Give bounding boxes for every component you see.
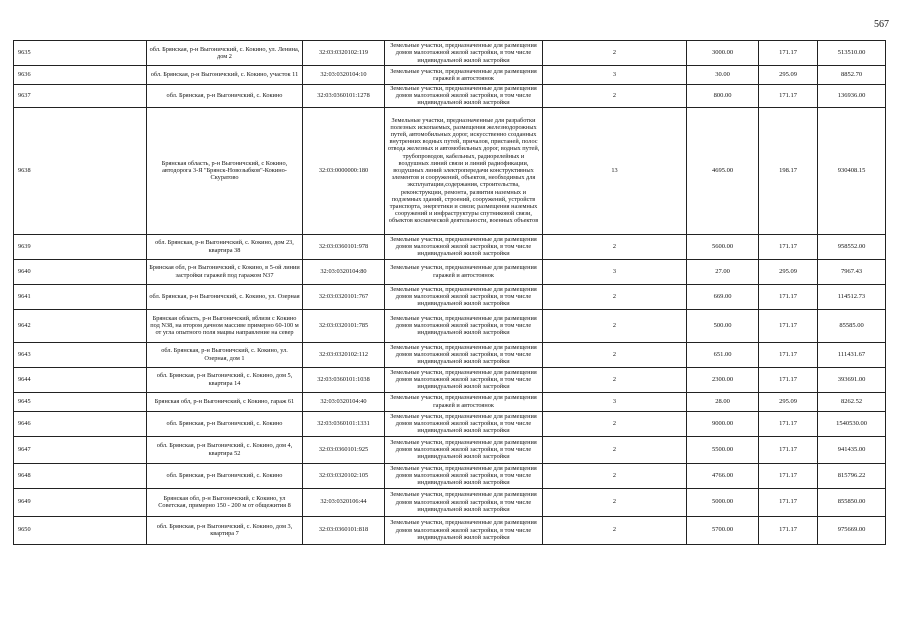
- area-cell: 27.00: [687, 259, 759, 284]
- address-cell: обл. Брянская, р-н Выгоничский, с. Кокино, дом 3, квартира 7: [147, 516, 303, 544]
- table-row: [14, 85, 886, 108]
- cadastral-value-cell: 111431.67: [818, 342, 886, 367]
- cadastral-number-cell: 32:03:0360101:1038: [303, 367, 385, 392]
- area-cell: 800.00: [687, 85, 759, 108]
- cadastral-number-cell: 32:03:0320102:112: [303, 342, 385, 367]
- land-use-cell: Земельные участки, предназначенные для размещения гаражей и автостоянок: [385, 392, 543, 411]
- specific-value-cell: 171.17: [759, 367, 818, 392]
- row-number: 9638: [14, 107, 147, 234]
- row-number: 9649: [14, 488, 147, 516]
- land-use-cell: Земельные участки, предназначенные для размещения домов малоэтажной жилой застройки, в том числе индивидуальной жилой застройки: [385, 411, 543, 436]
- group-number-cell: 3: [543, 66, 687, 85]
- land-use-cell: Земельные участки, предназначенные для размещения домов малоэтажной жилой застройки, в том числе индивидуальной жилой застройки: [385, 488, 543, 516]
- cadastral-value-cell: 815796.22: [818, 463, 886, 488]
- table-row: [14, 234, 886, 259]
- address-cell: обл. Брянская, р-н Выгоничский, с. Кокино: [147, 85, 303, 108]
- group-number-cell: 2: [543, 411, 687, 436]
- land-use-cell: Земельные участки, предназначенные для размещения домов малоэтажной жилой застройки, в том числе индивидуальной жилой застройки: [385, 367, 543, 392]
- row-number: 9641: [14, 284, 147, 309]
- area-cell: 5000.00: [687, 488, 759, 516]
- address-cell: Брянская область, р-н Выгоничский, с Кокино, автодорога 3-Я "Брянск-Новозыбков"-Кокино-Скуратово: [147, 107, 303, 234]
- cadastral-number-cell: 32:03:0320102:105: [303, 463, 385, 488]
- specific-value-cell: 171.17: [759, 41, 818, 66]
- row-number: 9640: [14, 259, 147, 284]
- area-cell: 30.00: [687, 66, 759, 85]
- specific-value-cell: 171.17: [759, 342, 818, 367]
- cadastral-value-cell: 513510.00: [818, 41, 886, 66]
- row-number: 9643: [14, 342, 147, 367]
- group-number-cell: 2: [543, 463, 687, 488]
- area-cell: 5500.00: [687, 436, 759, 463]
- land-use-cell: Земельные участки, предназначенные для размещения домов малоэтажной жилой застройки, в том числе индивидуальной жилой застройки: [385, 284, 543, 309]
- cadastral-value-cell: 114512.73: [818, 284, 886, 309]
- address-cell: обл. Брянская, р-н Выгоничский, с. Кокино: [147, 463, 303, 488]
- address-cell: Брянская обл, р-н Выгоничский, с Кокино, в 5-ой линии застройки гаражей под гаражом N37: [147, 259, 303, 284]
- group-number-cell: 2: [543, 284, 687, 309]
- row-number: 9636: [14, 66, 147, 85]
- specific-value-cell: 171.17: [759, 85, 818, 108]
- area-cell: 4766.00: [687, 463, 759, 488]
- specific-value-cell: 295.09: [759, 392, 818, 411]
- land-use-cell: Земельные участки, предназначенные для размещения домов малоэтажной жилой застройки, в том числе индивидуальной жилой застройки: [385, 463, 543, 488]
- table-row: [14, 436, 886, 463]
- group-number-cell: 2: [543, 342, 687, 367]
- area-cell: 28.00: [687, 392, 759, 411]
- address-cell: обл. Брянская, р-н Выгоничский, с. Кокино, участок 11: [147, 66, 303, 85]
- area-cell: 2300.00: [687, 367, 759, 392]
- cadastral-value-cell: 975669.00: [818, 516, 886, 544]
- row-number: 9635: [14, 41, 147, 66]
- specific-value-cell: 171.17: [759, 463, 818, 488]
- table-row: [14, 259, 886, 284]
- specific-value-cell: 198.17: [759, 107, 818, 234]
- cadastral-number-cell: 32:03:0360101:978: [303, 234, 385, 259]
- group-number-cell: 3: [543, 392, 687, 411]
- address-cell: обл. Брянская, р-н Выгоничский, с. Кокино, ул. Озерная, дом 1: [147, 342, 303, 367]
- specific-value-cell: 171.17: [759, 284, 818, 309]
- table-row: [14, 411, 886, 436]
- specific-value-cell: 171.17: [759, 234, 818, 259]
- cadastral-value-cell: 941435.00: [818, 436, 886, 463]
- land-use-cell: Земельные участки, предназначенные для размещения гаражей и автостоянок: [385, 259, 543, 284]
- row-number: 9645: [14, 392, 147, 411]
- table-row: [14, 516, 886, 544]
- row-number: 9639: [14, 234, 147, 259]
- area-cell: 651.00: [687, 342, 759, 367]
- row-number: 9647: [14, 436, 147, 463]
- area-cell: 500.00: [687, 309, 759, 342]
- table-row: [14, 488, 886, 516]
- land-use-cell: Земельные участки, предназначенные для размещения домов малоэтажной жилой застройки, в том числе индивидуальной жилой застройки: [385, 516, 543, 544]
- cadastral-number-cell: 32:03:0320104:80: [303, 259, 385, 284]
- group-number-cell: 3: [543, 259, 687, 284]
- cadastral-number-cell: 32:03:0320101:767: [303, 284, 385, 309]
- specific-value-cell: 295.09: [759, 66, 818, 85]
- address-cell: обл. Брянская, р-н Выгоничский, с. Кокино: [147, 411, 303, 436]
- area-cell: 4695.00: [687, 107, 759, 234]
- land-use-cell: Земельные участки, предназначенные для размещения гаражей и автостоянок: [385, 66, 543, 85]
- group-number-cell: 2: [543, 234, 687, 259]
- cadastral-number-cell: 32:03:0360101:925: [303, 436, 385, 463]
- cadastral-number-cell: 32:03:0000000:180: [303, 107, 385, 234]
- area-cell: 3000.00: [687, 41, 759, 66]
- specific-value-cell: 171.17: [759, 516, 818, 544]
- land-use-cell: Земельные участки, предназначенные для размещения домов малоэтажной жилой застройки, в том числе индивидуальной жилой застройки: [385, 342, 543, 367]
- address-cell: обл. Брянская, р-н Выгоничский, с. Кокино, ул. Озерная: [147, 284, 303, 309]
- table-row: [14, 284, 886, 309]
- table-row: [14, 66, 886, 85]
- land-use-cell: Земельные участки, предназначенные для разработки полезных ископаемых, размещения железнодорожных путей, автомобильных дорог, искусственно созданных внутренних водных путей, причалов, пристаней, полос отвода железных и автомобильных дорог, водных путей, трубопроводов, кабельных, радиорелейных и воздушных линий связи и линий радиофикации, воздушных линий электропередачи конструктивных элементов и сооружений, объектов, необходимых для эксплуатации,содержания, строительства, реконструкции, ремонта, развития наземных и подземных зданий, строений, сооружений, устройств транспорта, энергетики и связи; размещения наземных сооружений и инфраструктуры спутниковой связи, объектов космической деятельности, военных объектов: [385, 107, 543, 234]
- cadastral-number-cell: 32:03:0360101:1331: [303, 411, 385, 436]
- group-number-cell: 2: [543, 41, 687, 66]
- cadastral-number-cell: 32:03:0320106:44: [303, 488, 385, 516]
- cadastral-value-cell: 85585.00: [818, 309, 886, 342]
- cadastral-number-cell: 32:03:0360101:1278: [303, 85, 385, 108]
- address-cell: обл. Брянская, р-н Выгоничский, с. Кокино, дом 23, квартира 38: [147, 234, 303, 259]
- table-row: [14, 41, 886, 66]
- row-number: 9650: [14, 516, 147, 544]
- table-row: [14, 463, 886, 488]
- specific-value-cell: 171.17: [759, 309, 818, 342]
- land-use-cell: Земельные участки, предназначенные для размещения домов малоэтажной жилой застройки, в том числе индивидуальной жилой застройки: [385, 41, 543, 66]
- area-cell: 669.00: [687, 284, 759, 309]
- table-row: [14, 309, 886, 342]
- cadastral-number-cell: 32:03:0320102:119: [303, 41, 385, 66]
- land-use-cell: Земельные участки, предназначенные для размещения домов малоэтажной жилой застройки, в том числе индивидуальной жилой застройки: [385, 309, 543, 342]
- group-number-cell: 2: [543, 436, 687, 463]
- row-number: 9644: [14, 367, 147, 392]
- row-number: 9646: [14, 411, 147, 436]
- area-cell: 9000.00: [687, 411, 759, 436]
- group-number-cell: 2: [543, 85, 687, 108]
- address-cell: Брянская обл, р-н Выгоничский, с Кокино, гараж 61: [147, 392, 303, 411]
- specific-value-cell: 295.09: [759, 259, 818, 284]
- land-use-cell: Земельные участки, предназначенные для размещения домов малоэтажной жилой застройки, в том числе индивидуальной жилой застройки: [385, 85, 543, 108]
- cadastral-value-cell: 1540530.00: [818, 411, 886, 436]
- group-number-cell: 2: [543, 367, 687, 392]
- address-cell: Брянская обл, р-н Выгоничский, с Кокино, ул Советская, примерно 150 - 200 м от общежития 8: [147, 488, 303, 516]
- table-row: [14, 342, 886, 367]
- specific-value-cell: 171.17: [759, 436, 818, 463]
- group-number-cell: 2: [543, 488, 687, 516]
- cadastral-number-cell: 32:03:0360101:818: [303, 516, 385, 544]
- group-number-cell: 2: [543, 516, 687, 544]
- land-use-cell: Земельные участки, предназначенные для размещения домов малоэтажной жилой застройки, в том числе индивидуальной жилой застройки: [385, 234, 543, 259]
- land-use-cell: Земельные участки, предназначенные для размещения домов малоэтажной жилой застройки, в том числе индивидуальной жилой застройки: [385, 436, 543, 463]
- area-cell: 5600.00: [687, 234, 759, 259]
- table-row: [14, 367, 886, 392]
- table-row: [14, 392, 886, 411]
- cadastral-number-cell: 32:03:0320101:785: [303, 309, 385, 342]
- cadastral-value-cell: 8852.70: [818, 66, 886, 85]
- specific-value-cell: 171.17: [759, 488, 818, 516]
- cadastral-number-cell: 32:03:0320104:40: [303, 392, 385, 411]
- address-cell: обл. Брянская, р-н Выгоничский, с. Кокино, дом 5, квартира 14: [147, 367, 303, 392]
- cadastral-value-table: [13, 40, 886, 545]
- cadastral-value-cell: 136936.00: [818, 85, 886, 108]
- cadastral-value-cell: 393691.00: [818, 367, 886, 392]
- row-number: 9637: [14, 85, 147, 108]
- cadastral-value-cell: 8262.52: [818, 392, 886, 411]
- table-row: [14, 107, 886, 234]
- area-cell: 5700.00: [687, 516, 759, 544]
- cadastral-value-cell: 958552.00: [818, 234, 886, 259]
- cadastral-value-cell: 930408.15: [818, 107, 886, 234]
- cadastral-number-cell: 32:03:0320104:10: [303, 66, 385, 85]
- address-cell: обл. Брянская, р-н Выгоничский, с. Кокино, ул. Ленина, дом 2: [147, 41, 303, 66]
- cadastral-value-cell: 7967.43: [818, 259, 886, 284]
- row-number: 9648: [14, 463, 147, 488]
- group-number-cell: 13: [543, 107, 687, 234]
- specific-value-cell: 171.17: [759, 411, 818, 436]
- address-cell: Брянская область, р-н Выгоничский, вблизи с Кокино под N38, на втором дачном массиве примерно 60-100 м от угла опытного поля мацвы направление на север: [147, 309, 303, 342]
- row-number: 9642: [14, 309, 147, 342]
- address-cell: обл. Брянская, р-н Выгоничский, с. Кокино, дом 4, квартира 52: [147, 436, 303, 463]
- page-number: 567: [874, 19, 889, 30]
- cadastral-value-cell: 855850.00: [818, 488, 886, 516]
- group-number-cell: 2: [543, 309, 687, 342]
